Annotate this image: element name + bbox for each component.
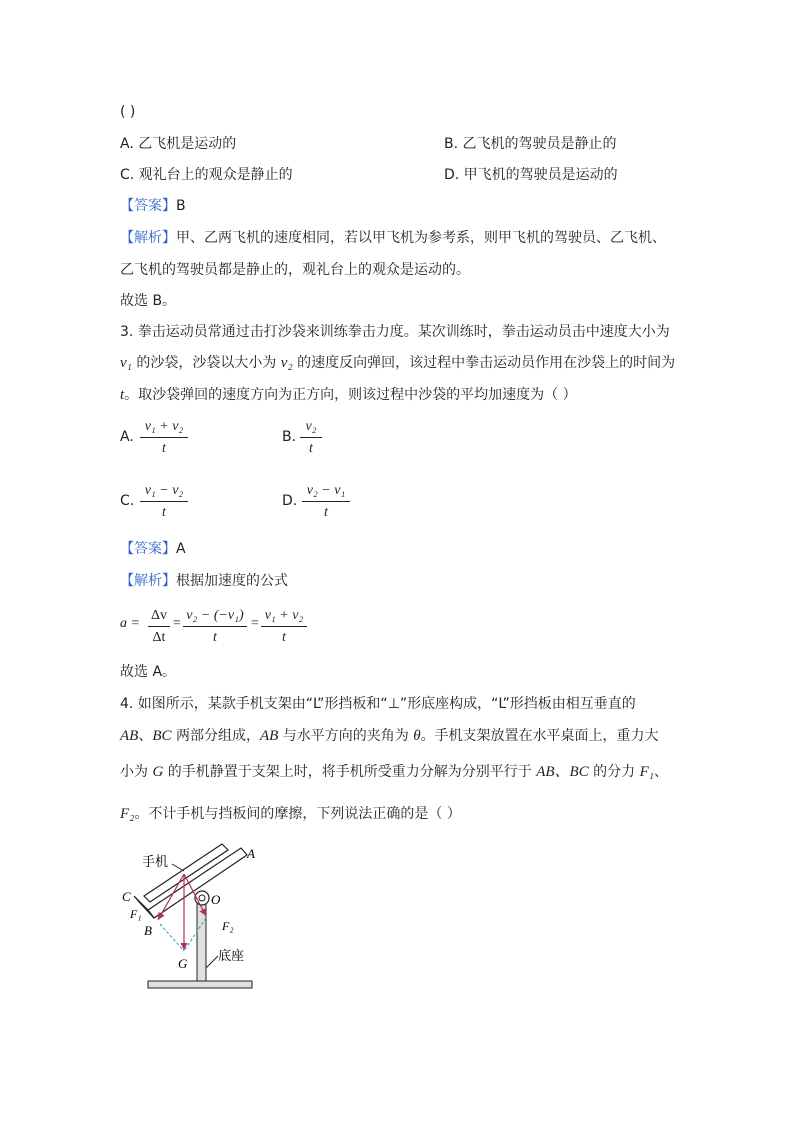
q3-conclusion: 故选 A。 <box>120 664 177 680</box>
q3-option-d-fraction <box>302 483 350 525</box>
q4-stem-line1: 4. 如图所示，某款手机支架由“L”形挡板和“⊥”形底座构成，“L”形挡板由相互垂直的 <box>120 696 636 712</box>
label-a: A <box>247 846 255 861</box>
label-base: 底座 <box>218 948 245 963</box>
answer-value: A <box>176 541 186 557</box>
q4-stem-line2 <box>120 726 659 746</box>
q3-stem-line3 <box>120 385 577 405</box>
var-v2: v₂ <box>280 355 293 371</box>
fraction-denominator: t <box>162 505 166 520</box>
label-b: B <box>144 923 152 938</box>
formula-fraction-2 <box>183 608 247 650</box>
base-plate <box>148 981 252 988</box>
q3-option-c-fraction <box>140 483 188 525</box>
q2-option-b: B. 乙飞机的驾驶员是静止的 <box>444 136 617 152</box>
q4-line4-post: 。不计手机与挡板间的摩擦，下列说法正确的是（ ） <box>134 806 461 822</box>
q4-sep: 、 <box>138 728 153 744</box>
fraction-bar <box>148 626 170 627</box>
var-ab: AB <box>120 728 139 744</box>
q4-line3-post: 的分力 <box>588 764 640 780</box>
fraction-denominator: t <box>213 630 217 645</box>
fraction-denominator: t <box>162 441 166 456</box>
fraction-denominator: t <box>282 630 286 645</box>
base-leader <box>206 956 218 968</box>
q3-option-b-label: B. <box>282 429 297 445</box>
q2-bracket: ( ) <box>120 104 136 120</box>
var-ab-bc: AB、BC <box>536 764 589 780</box>
var-f2: F₂ <box>120 806 135 822</box>
formula-lhs <box>120 616 140 632</box>
equals-sign: = <box>172 616 182 631</box>
q3-option-d-label: D. <box>282 493 298 509</box>
var-f1: F₁ <box>639 764 654 780</box>
formula-lhs-text: a = <box>120 616 140 631</box>
pivot-inner <box>199 895 205 901</box>
q3-stem-line2-mid: 的沙袋，沙袋以大小为 <box>131 355 281 371</box>
q2-conclusion: 故选 B。 <box>120 293 177 309</box>
q3-answer <box>120 539 186 559</box>
label-phone: 手机 <box>142 854 169 869</box>
q3-stem-line2 <box>120 353 675 373</box>
answer-value: B <box>176 198 186 214</box>
q2-option-d: D. 甲飞机的驾驶员是运动的 <box>444 167 618 183</box>
fraction-bar <box>300 437 322 438</box>
var-theta: θ <box>413 728 421 744</box>
q3-option-c-label: C. <box>120 493 135 509</box>
formula-equals-1 <box>172 616 181 632</box>
dashed-f1-to-g <box>160 924 184 951</box>
fraction-numerator: v₁ + v₂ <box>264 608 304 623</box>
fraction-denominator: Δt <box>152 630 166 645</box>
fraction-bar <box>140 437 188 438</box>
fraction-denominator: t <box>324 505 328 520</box>
q4-line2-end: 。手机支架放置在水平桌面上，重力大 <box>420 728 659 744</box>
fraction-numerator: Δv <box>150 608 167 623</box>
answer-label: 【答案】 <box>120 198 176 214</box>
q3-stem-line2-post: 的速度反向弹回，该过程中拳击运动员作用在沙袋上的时间为 <box>292 355 676 371</box>
var-t: t <box>120 387 125 403</box>
fraction-numerator: v₁ − v₂ <box>144 483 184 498</box>
answer-label: 【答案】 <box>120 541 176 557</box>
q2-option-a: A. 乙飞机是运动的 <box>120 136 237 152</box>
acceleration-formula <box>120 606 320 650</box>
var-ab: AB <box>259 728 279 744</box>
q3-option-a-fraction <box>140 419 188 461</box>
formula-fraction-3 <box>261 608 307 650</box>
label-c: C <box>122 889 131 904</box>
fraction-bar <box>140 501 188 502</box>
q3-stem-line1: 3. 拳击运动员常通过击打沙袋来训练拳击力度。某次训练时，拳击运动员击中速度大小为 <box>120 324 670 340</box>
q3-analysis <box>120 571 288 591</box>
formula-fraction-1 <box>148 608 170 650</box>
formula-equals-2 <box>250 616 259 632</box>
q3-option-a-label: A. <box>120 429 134 445</box>
q4-stem-line3 <box>120 762 668 782</box>
fraction-bar <box>302 501 350 502</box>
q3-option-b-fraction <box>300 419 322 461</box>
phone-leader <box>172 864 184 871</box>
q3-stem-line3-post: 。取沙袋弹回的速度方向为正方向，则该过程中沙袋的平均加速度为（ ） <box>124 387 577 403</box>
label-f1: F₁ <box>130 907 142 921</box>
label-o: O <box>211 892 221 907</box>
q4-line2-post: 与水平方向的夹角为 <box>278 728 414 744</box>
q2-analysis-line1 <box>120 228 666 248</box>
fraction-bar <box>183 626 247 627</box>
var-bc: BC <box>152 728 172 744</box>
q4-line3-mid: 的手机静置于支架上时，将手机所受重力分解为分别平行于 <box>163 764 537 780</box>
label-f2: F₂ <box>222 919 234 933</box>
fraction-bar <box>261 626 307 627</box>
var-v1: v₁ <box>120 355 132 371</box>
analysis-label: 【解析】 <box>120 230 176 246</box>
q4-line3-end: 、 <box>654 764 668 780</box>
q2-answer <box>120 196 186 216</box>
q4-stem-line4 <box>120 804 461 824</box>
fraction-numerator: v₁ + v₂ <box>144 419 184 434</box>
fraction-numerator: v₂ − v₁ <box>306 483 346 498</box>
fraction-numerator: v₂ − (−v₁) <box>186 608 244 623</box>
fraction-denominator: t <box>309 441 313 456</box>
var-g: G <box>152 764 164 780</box>
analysis-text: 根据加速度的公式 <box>176 573 288 589</box>
q4-line2-mid: 两部分组成， <box>171 728 260 744</box>
analysis-label: 【解析】 <box>120 573 176 589</box>
analysis-text: 甲、乙两飞机的速度相同，若以甲飞机为参考系，则甲飞机的驾驶员、乙飞机、 <box>176 230 666 246</box>
fraction-numerator: v₂ <box>305 419 317 434</box>
q2-analysis-line2: 乙飞机的驾驶员都是静止的，观礼台上的观众是运动的。 <box>120 262 470 278</box>
phone-stand-diagram <box>110 838 270 998</box>
label-g: G <box>178 956 188 971</box>
q2-option-c: C. 观礼台上的观众是静止的 <box>120 167 293 183</box>
equals-sign: = <box>250 616 260 631</box>
q4-line3-pre: 小为 <box>120 764 153 780</box>
